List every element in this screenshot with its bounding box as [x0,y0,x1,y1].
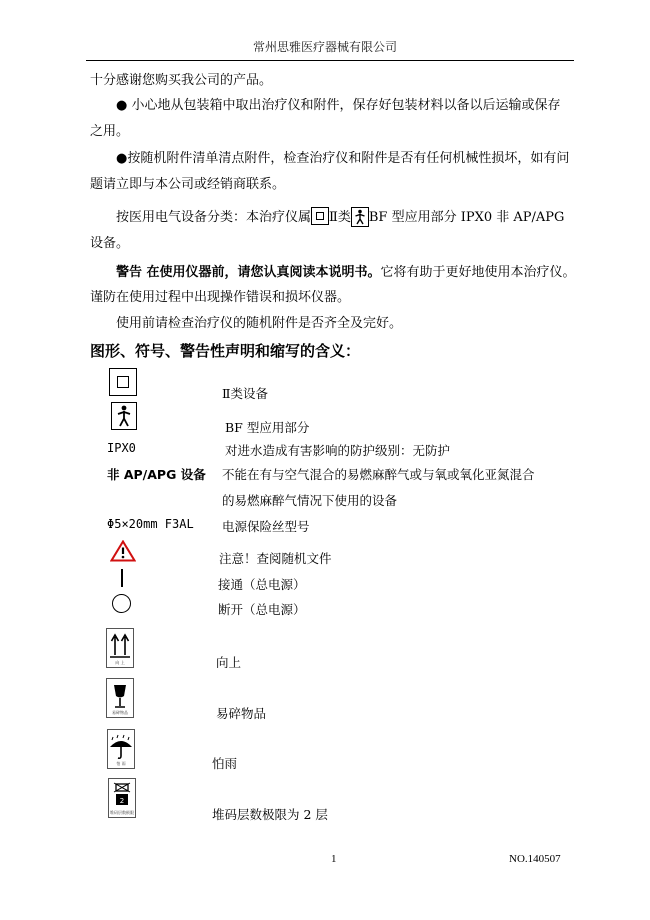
warning-cont: 谨防在使用过程中出现操作错误和损坏仪器。 [90,290,351,305]
symbol-class2-desc: Ⅱ类设备 [222,386,268,401]
page-header: 常州思雅医疗器械有限公司 [252,40,397,54]
rain-desc: 怕雨 [212,756,238,771]
stacking-limit-icon [108,778,136,818]
intro-thanks: 十分感谢您购买我公司的产品。 [90,73,273,88]
up-desc: 向上 [216,655,242,670]
warning-rest: 它将有助于更好地使用本治疗仪。 [380,265,576,280]
section-title: 图形、符号、警告性声明和缩写的含义： [90,342,361,360]
ipx0-label: IPX0 [107,441,136,455]
warning-triangle-icon [110,540,136,566]
intro-bullet-unpack-cont: 之用。 [90,124,130,139]
intro-bullet-unpack [90,93,590,118]
power-off-circle-icon [112,594,131,613]
up-caption: 向 上 [115,660,125,665]
intro-bullet-check [90,146,590,171]
fuse-desc: 电源保险丝型号 [222,519,310,534]
apg-desc-2: 的易燃麻醉气情况下使用的设备 [222,493,398,508]
double-square-icon [311,207,329,225]
power-on-line-icon [121,569,123,587]
fragile-glass-icon [106,678,134,718]
double-square-icon [109,368,137,396]
classification-text-2: Ⅱ类 [329,210,351,225]
ipx0-desc: 对进水造成有害影响的防护级别：无防护 [225,443,451,458]
intro-bullet-check-text-1: ●按随机附件清单清点附件，检查治疗仪和附件是否有任何机械性损坏，如有问 [116,151,570,166]
classification-text-1: 按医用电气设备分类：本治疗仪属 [116,210,312,225]
stack-desc: 堆码层数极限为 2 层 [212,807,328,822]
caution-desc: 注意！查阅随机文件 [219,551,332,566]
apg-desc-1: 不能在有与空气混合的易燃麻醉气或与氧或氧化亚氮混合 [222,467,535,482]
classification-cont: 设备。 [90,236,130,251]
intro-bullet-check-cont: 题请立即与本公司或经销商联系。 [90,177,286,192]
person-bf-icon [111,402,137,430]
fragile-desc: 易碎物品 [216,706,267,721]
umbrella-icon [107,729,135,769]
warning-line [90,260,590,285]
warning-bold: 警告 在使用仪器前，请您认真阅读本说明书。 [116,265,381,280]
symbol-bf-desc: BF 型应用部分 [225,420,310,435]
person-bf-icon [351,207,369,227]
document-number: NO.140507 [509,853,561,865]
power-on-desc: 接通（总电源） [218,577,306,592]
apg-label: 非 AP/APG 设备 [107,467,206,482]
intro-bullet-unpack-text-1: ● 小心地从包装箱中取出治疗仪和附件，保存好包装材料以备以后运输或保存 [116,98,561,113]
this-way-up-icon [106,628,134,668]
fuse-label: Φ5×20mm F3AL [107,517,194,531]
stack-caption: 堆码层数极限 [110,810,134,815]
fragile-caption: 易碎物品 [112,710,128,715]
page-number: 1 [331,853,337,865]
header-rule [86,60,574,61]
check-accessories-text: 使用前请检查治疗仪的随机附件是否齐全及完好。 [116,316,403,331]
rain-caption: 怕 雨 [116,761,126,766]
svg-text:2: 2 [119,797,125,805]
power-off-desc: 断开（总电源） [218,602,306,617]
classification-line [90,205,590,230]
check-accessories [90,311,590,336]
classification-text-3: BF 型应用部分 IPX0 非 AP/APG [368,210,565,225]
